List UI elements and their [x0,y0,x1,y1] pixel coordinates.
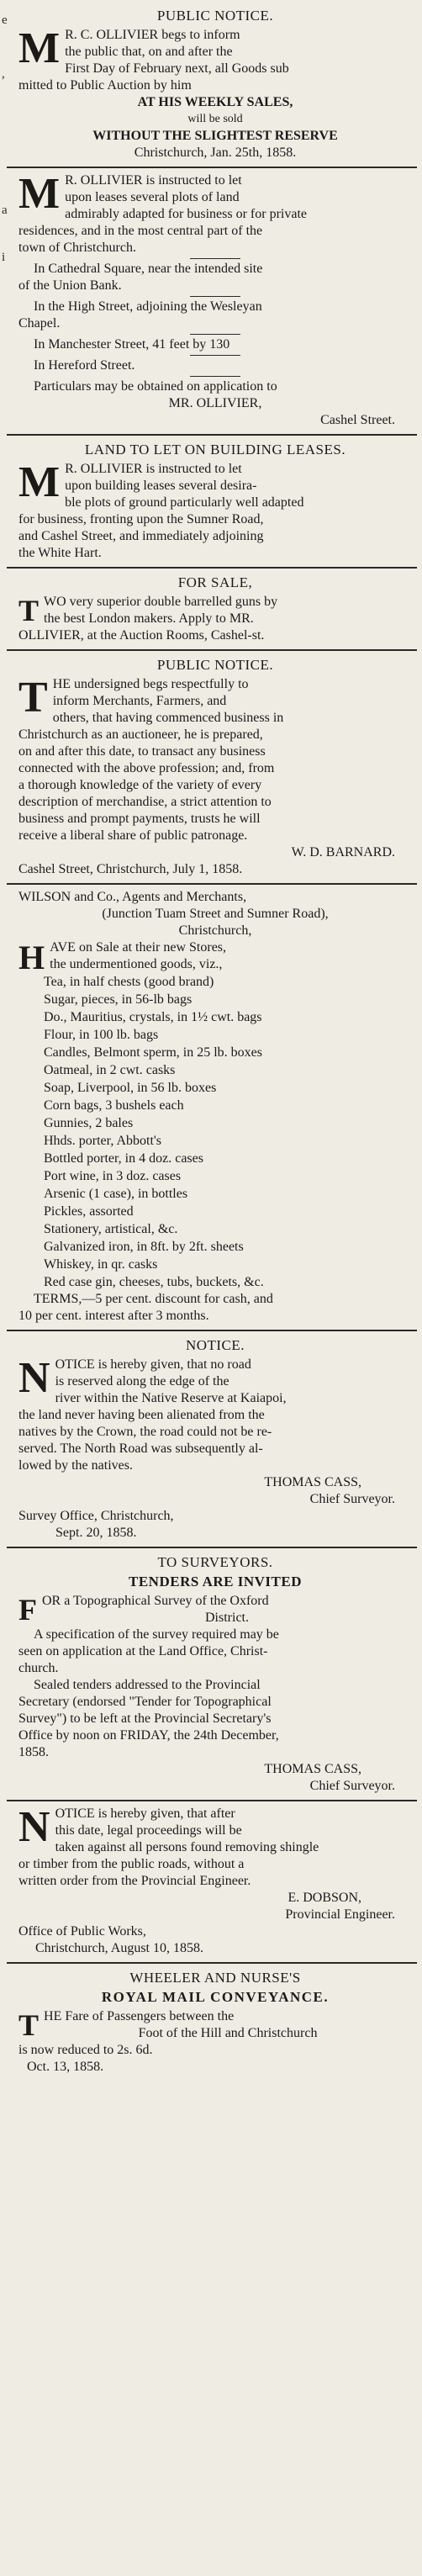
ad-date: Christchurch, Jan. 25th, 1858. [134,145,297,160]
divider [7,1800,417,1801]
ad-line: Office by noon on FRIDAY, the 24th December, [18,1728,279,1743]
ad-line: In Cathedral Square, near the intended site [34,262,263,276]
ad-barnard-notice [7,653,417,881]
goods-list [18,973,412,1291]
ad-line: Christchurch as an auctioneer, he is prepared, [18,727,263,742]
ad-line: is now reduced to 2s. 6d. [18,2043,153,2057]
ad-line: In Hereford Street. [34,358,135,373]
divider [7,1962,417,1964]
drop-cap: T [18,2008,40,2042]
ad-line: In the High Street, adjoining the Wesleyan [34,299,262,314]
ad-line: the White Hart. [18,546,102,560]
ad-heading: NOTICE. [185,1337,245,1353]
newspaper-column [2,0,417,2079]
list-item: Hhds. porter, Abbott's [44,1134,162,1148]
ad-line: In Manchester Street, 41 feet by 130 [34,337,230,352]
ad-signature-title: Chief Surveyor. [309,1492,395,1506]
edge-mark: e [2,13,8,27]
ad-wilson-goods [7,886,417,1328]
ad-heading: ROYAL MAIL CONVEYANCE. [101,1989,330,2005]
ad-heading: (Junction Tuam Street and Sumner Road), [102,907,329,921]
ad-signature: Cashel Street. [320,413,395,427]
ad-line: the undermentioned goods, viz., [50,957,223,971]
divider [7,883,417,885]
divider [7,1330,417,1331]
ad-line: 1858. [18,1745,49,1759]
ad-heading: Christchurch, [178,923,252,938]
ad-subheading: TENDERS ARE INVITED [129,1574,302,1590]
ad-line: upon leases several plots of land [65,190,240,204]
ad-line: AVE on Sale at their new Stores, [50,940,227,955]
ad-line: ble plots of ground particularly well adapted [65,495,304,510]
ad-line: for business, fronting upon the Sumner Road, [18,512,264,526]
ad-date: Christchurch, August 10, 1858. [35,1941,203,1955]
ad-shingle-notice [7,1803,417,1960]
ad-guns-for-sale [7,570,417,648]
ad-line: TERMS,—5 per cent. discount for cash, and [34,1292,273,1306]
ad-signature-title: Provincial Engineer. [285,1907,395,1922]
ad-line: Survey Office, Christchurch, [18,1509,174,1523]
ad-line: others, that having commenced business in [52,711,284,725]
list-item: Stationery, artistical, &c. [44,1222,178,1236]
ad-date: Sept. 20, 1858. [55,1526,137,1540]
divider [7,1547,417,1548]
edge-mark: , [2,67,5,81]
list-item: Do., Mauritius, crystals, in 1½ cwt. bags [44,1010,262,1024]
ad-line: admirably adapted for business or for private [65,207,307,221]
ad-heading: PUBLIC NOTICE. [156,8,274,24]
ad-line: or timber from the public roads, without a [18,1857,245,1871]
ad-line: town of Christchurch. [18,241,136,255]
ad-line: HE Fare of Passengers between the [44,2009,235,2023]
ad-line: natives by the Crown, the road could not be re- [18,1425,272,1439]
ad-line: connected with the above profession; and, from [18,761,275,775]
list-item: Galvanized iron, in 8ft. by 2ft. sheets [44,1240,244,1254]
ad-line: AT HIS WEEKLY SALES, [137,95,293,109]
ad-line: residences, and in the most central part of the [18,224,263,238]
drop-cap: T [18,594,40,627]
ad-line: church. [18,1661,59,1675]
ad-line: is reserved along the edge of the [55,1374,229,1389]
list-item: Tea, in half chests (good brand) [44,975,214,989]
list-item: Pickles, assorted [44,1204,134,1219]
ad-line: District. [205,1611,249,1625]
short-rule [190,334,240,335]
ad-line: the land never having been alienated from the [18,1408,265,1422]
list-item: Candles, Belmont sperm, in 25 lb. boxes [44,1045,262,1060]
ad-line: served. The North Road was subsequently al- [18,1441,263,1456]
ad-line: taken against all persons found removing shingle [55,1840,319,1854]
ad-date: Oct. 13, 1858. [27,2060,104,2074]
ad-line: upon building leases several desira- [65,479,257,493]
short-rule [190,258,240,259]
ad-line: on and after this date, to transact any business [18,744,266,759]
ad-line: MR. OLLIVIER, [168,396,262,410]
ad-building-leases [7,437,417,565]
ad-line: R. OLLIVIER is instructed to let [65,462,242,476]
ad-line: Office of Public Works, [18,1924,146,1939]
ad-heading: PUBLIC NOTICE. [156,657,274,673]
ad-line: A specification of the survey required may be [34,1627,279,1642]
ad-heading: WILSON and Co., Agents and Merchants, [18,890,247,904]
ad-ollivier-sales [7,3,417,165]
ad-line: HE undersigned begs respectfully to [52,677,249,691]
ad-heading: FOR SALE, [177,574,253,590]
ad-heading: TO SURVEYORS. [157,1554,273,1570]
ad-line: will be sold [187,113,243,125]
ad-line: business and prompt payments, trusts he will [18,812,261,826]
ad-line: Sealed tenders addressed to the Provincial [34,1678,261,1692]
list-item: Whiskey, in qr. casks [44,1257,158,1272]
ad-line: WO very superior double barrelled guns by [44,595,278,609]
ad-no-road-notice [7,1333,417,1545]
ad-line: 10 per cent. interest after 3 months. [18,1309,209,1323]
ad-line: OLLIVIER, at the Auction Rooms, Cashel-st. [18,628,265,643]
ad-line: R. C. OLLIVIER begs to inform [65,28,240,42]
ad-line: and Cashel Street, and immediately adjoining [18,529,264,543]
edge-mark: a [2,204,8,217]
list-item: Sugar, pieces, in 56-lb bags [44,992,193,1007]
ad-plots-to-let [7,170,417,432]
drop-cap: M [18,458,61,506]
divider [7,649,417,651]
edge-mark: i [2,251,6,264]
drop-cap: F [18,1593,37,1627]
ad-line: of the Union Bank. [18,278,122,293]
ad-line: mitted to Public Auction by him [18,78,192,93]
drop-cap: T [18,674,48,722]
list-item: Gunnies, 2 bales [44,1116,134,1130]
list-item: Red case gin, cheeses, tubs, buckets, &c. [44,1275,264,1289]
list-item: Bottled porter, in 4 doz. cases [44,1151,203,1166]
drop-cap: M [18,24,61,72]
ad-heading: LAND TO LET ON BUILDING LEASES. [84,442,346,458]
ad-line: the best London makers. Apply to MR. [44,611,254,626]
ad-line: Chapel. [18,316,61,331]
list-item: Oatmeal, in 2 cwt. casks [44,1063,176,1077]
list-item: Soap, Liverpool, in 56 lb. boxes [44,1081,217,1095]
divider [7,434,417,436]
ad-signature: THOMAS CASS, [264,1762,361,1776]
drop-cap: N [18,1803,50,1851]
ad-royal-mail [7,1965,417,2079]
ad-line: written order from the Provincial Engineer. [18,1874,251,1888]
ad-line: receive a liberal share of public patronage. [18,828,248,843]
ad-line: WITHOUT THE SLIGHTEST RESERVE [92,129,338,143]
drop-cap: M [18,170,61,218]
ad-signature: E. DOBSON, [287,1891,361,1905]
ad-line: inform Merchants, Farmers, and [52,694,227,708]
ad-line: Particulars may be obtained on application to [34,379,277,394]
ad-line: First Day of February next, all Goods sub [65,61,289,76]
ad-line: seen on application at the Land Office, Christ- [18,1644,268,1658]
ad-line: Survey") to be left at the Provincial Secretary's [18,1711,272,1726]
list-item: Corn bags, 3 bushels each [44,1098,184,1113]
list-item: Port wine, in 3 doz. cases [44,1169,182,1183]
ad-signature: THOMAS CASS, [264,1475,361,1489]
ad-line: Secretary (endorsed "Tender for Topographical [18,1695,272,1709]
ad-date: Cashel Street, Christchurch, July 1, 1858. [18,862,243,876]
ad-line: R. OLLIVIER is instructed to let [65,173,242,188]
ad-line: OTICE is hereby given, that no road [55,1357,251,1372]
ad-line: Foot of the Hill and Christchurch [138,2026,318,2040]
ad-line: OTICE is hereby given, that after [55,1806,235,1821]
ad-signature-title: Chief Surveyor. [309,1779,395,1793]
ad-surveyor-tenders [7,1550,417,1798]
ad-line: this date, legal proceedings will be [55,1823,242,1838]
drop-cap: N [18,1354,50,1402]
ad-line: a thorough knowledge of the variety of every [18,778,262,792]
ad-heading: WHEELER AND NURSE'S [129,1970,301,1986]
short-rule [190,296,240,297]
ad-signature: W. D. BARNARD. [291,845,395,860]
divider [7,167,417,168]
list-item: Arsenic (1 case), in bottles [44,1187,188,1201]
drop-cap: H [18,939,45,976]
short-rule [190,376,240,377]
ad-line: description of merchandise, a strict attention to [18,795,272,809]
ad-line: lowed by the natives. [18,1458,133,1473]
short-rule [190,355,240,356]
ad-line: river within the Native Reserve at Kaiapoi, [55,1391,287,1405]
list-item: Flour, in 100 lb. bags [44,1028,159,1042]
ad-line: OR a Topographical Survey of the Oxford [42,1594,269,1608]
ad-line: the public that, on and after the [65,45,233,59]
divider [7,567,417,569]
